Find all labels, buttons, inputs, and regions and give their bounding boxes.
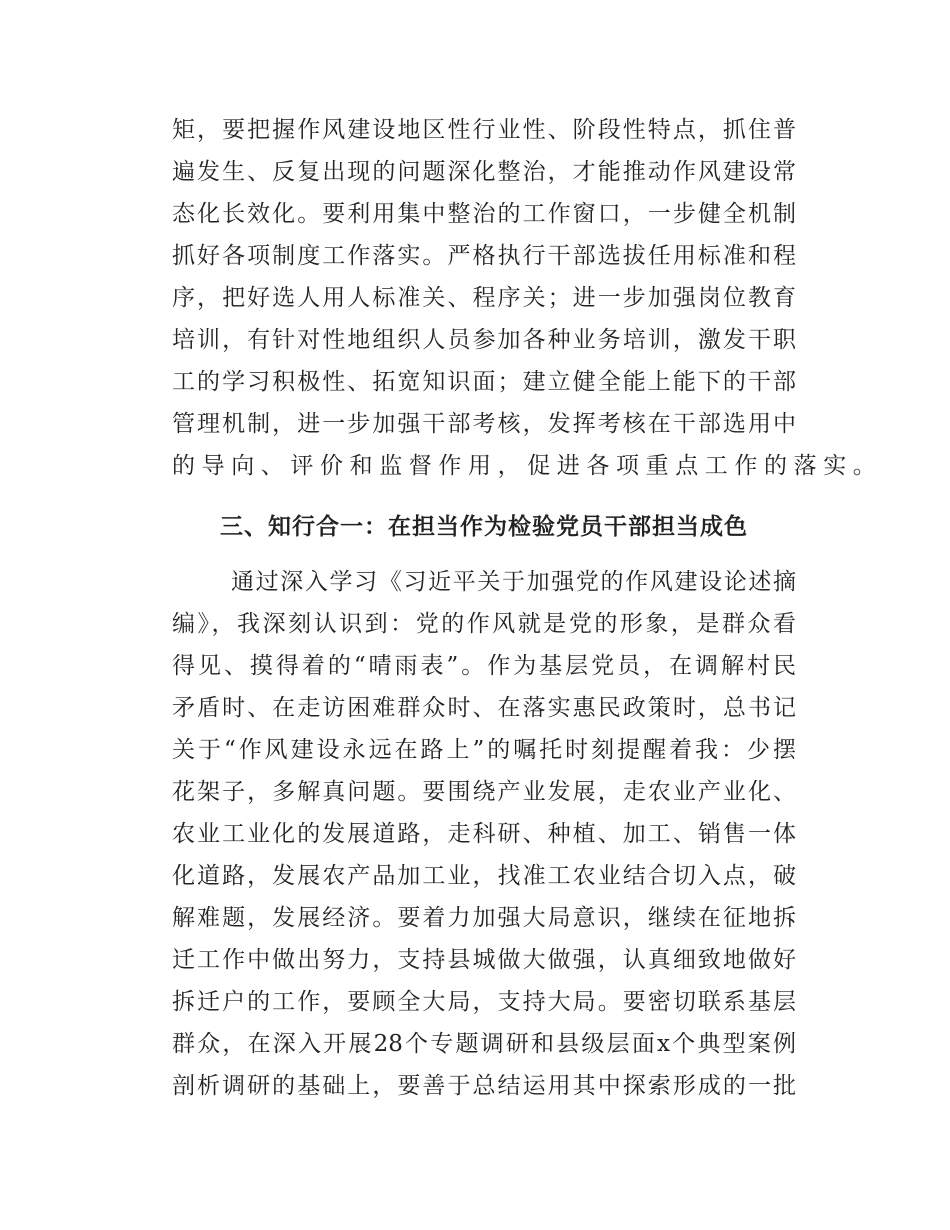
- text-line: 拆迁户的工作，要顾全大局，支持大局。要密切联系基层: [172, 989, 796, 1015]
- text-line: 迁工作中做出努力，支持县城做大做强，认真细致地做好: [172, 947, 796, 973]
- text-line: 工的学习积极性、拓宽知识面；建立健全能上能下的干部: [172, 369, 796, 395]
- text-line: 农业工业化的发展道路，走科研、种植、加工、销售一体: [172, 821, 796, 847]
- text-line: 矩，要把握作风建设地区性行业性、阶段性特点，抓住普: [172, 117, 796, 143]
- text-line: 序，把好选人用人标准关、程序关；进一步加强岗位教育: [172, 285, 796, 311]
- text-line: 矛盾时、在走访困难群众时、在落实惠民政策时，总书记: [172, 695, 796, 721]
- text-line: 得见、摸得着的“晴雨表”。作为基层党员，在调解村民: [172, 653, 796, 679]
- text-line: 抓好各项制度工作落实。严格执行干部选拔任用标准和程: [172, 243, 796, 269]
- text-line: 关于“作风建设永远在路上”的嘱托时刻提醒着我：少摆: [172, 737, 796, 763]
- text-line: 管理机制，进一步加强干部考核，发挥考核在干部选用中: [172, 411, 796, 437]
- text-line: 培训，有针对性地组织人员参加各种业务培训，激发干职: [172, 327, 796, 353]
- section-heading: 三、知行合一：在担当作为检验党员干部担当成色: [220, 514, 748, 540]
- text-line: 的导向、评价和监督作用，促进各项重点工作的落实。: [172, 453, 883, 479]
- text-line: 遍发生、反复出现的问题深化整治，才能推动作风建设常: [172, 159, 796, 185]
- text-line: 解难题，发展经济。要着力加强大局意识，继续在征地拆: [172, 905, 796, 931]
- text-line: 群众，在深入开展28个专题调研和县级层面x个典型案例: [172, 1031, 796, 1057]
- text-line: 剖析调研的基础上，要善于总结运用其中探索形成的一批: [172, 1073, 796, 1099]
- text-line: 花架子，多解真问题。要围绕产业发展，走农业产业化、: [172, 779, 796, 805]
- text-line: 态化长效化。要利用集中整治的工作窗口，一步健全机制: [172, 201, 796, 227]
- text-line: 编》，我深刻认识到：党的作风就是党的形象，是群众看: [172, 611, 796, 637]
- text-line: 通过深入学习《习近平关于加强党的作风建设论述摘: [231, 569, 796, 595]
- text-line: 化道路，发展农产品加工业，找准工农业结合切入点，破: [172, 863, 796, 889]
